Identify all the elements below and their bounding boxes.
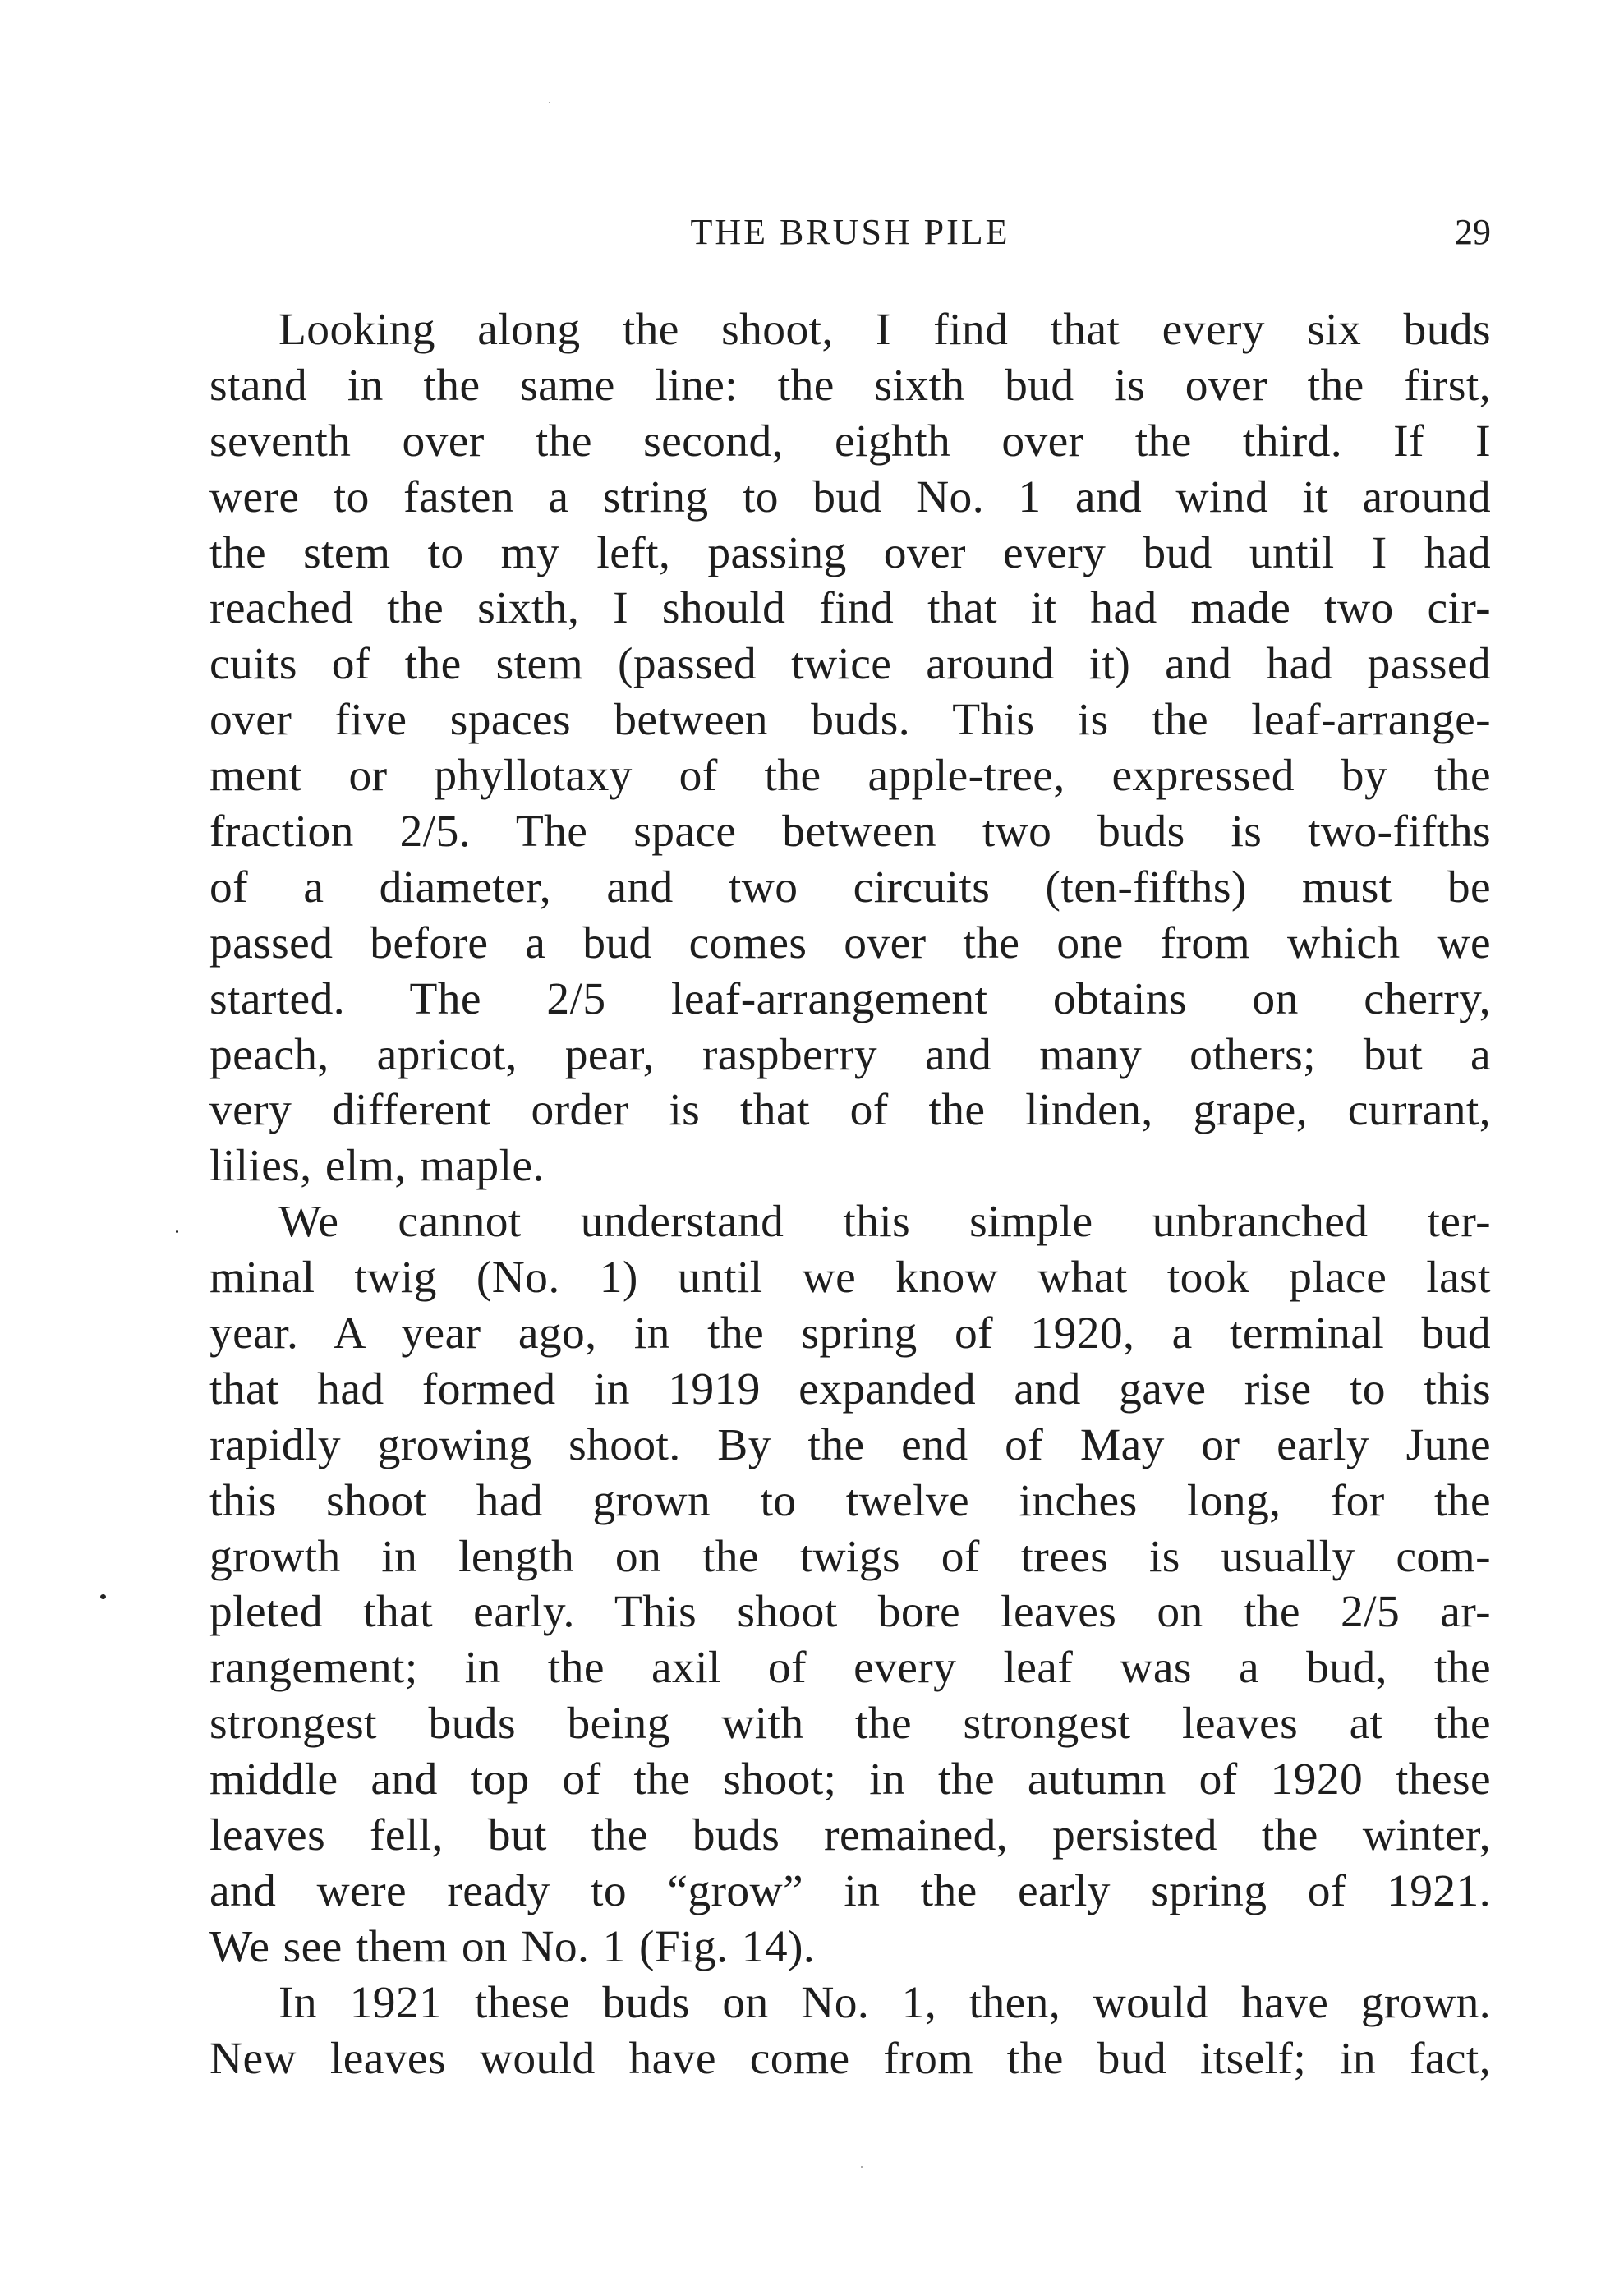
page-number: 29 — [1455, 212, 1491, 252]
text-line: rapidly growing shoot. By the end of May or early June — [209, 1419, 1491, 1470]
text-line: minal twig (No. 1) until we know what took place last — [209, 1253, 1491, 1304]
text-line: strongest buds being with the strongest leaves at the — [209, 1699, 1491, 1750]
text-line: very different order is that of the linden, grape, currant, — [209, 1085, 1491, 1136]
text-line: the stem to my left, passing over every bud until I had — [209, 527, 1491, 578]
text-line: stand in the same line: the sixth bud is over the first, — [209, 360, 1491, 411]
text-line: reached the sixth, I should find that it had made two cir- — [209, 583, 1491, 634]
text-line: fraction 2/5. The space between two buds is two-fifths — [209, 807, 1491, 858]
text-line: leaves fell, but the buds remained, persisted the winter, — [209, 1810, 1491, 1861]
text-line: were to fasten a string to bud No. 1 and wind it around — [209, 471, 1491, 522]
text-line: started. The 2/5 leaf-arrangement obtains on cherry, — [209, 973, 1491, 1024]
text-line: seventh over the second, eighth over the third. If I — [209, 416, 1491, 467]
text-line: passed before a bud comes over the one from which we — [209, 917, 1491, 968]
text-line: peach, apricot, pear, raspberry and many others; but a — [209, 1029, 1491, 1080]
text-line: We see them on No. 1 (Fig. 14). — [209, 1921, 816, 1972]
text-line: cuits of the stem (passed twice around it) and had passed — [209, 639, 1491, 690]
running-head — [209, 204, 1491, 261]
ink-speck — [549, 102, 550, 103]
paragraph-terminal-twig — [209, 1194, 1491, 1975]
text-line: this shoot had grown to twelve inches long, for the — [209, 1475, 1491, 1526]
text-line: of a diameter, and two circuits (ten-fifths) must be — [209, 862, 1491, 913]
text-line: growth in length on the twigs of trees is usually com- — [209, 1531, 1491, 1582]
text-line: New leaves would have come from the bud itself; in fact, — [209, 2033, 1491, 2084]
ink-speck — [100, 1594, 106, 1599]
text-line: year. A year ago, in the spring of 1920, a terminal bud — [209, 1308, 1491, 1359]
text-line: over five spaces between buds. This is the leaf-arrange- — [209, 695, 1491, 746]
text-line: Looking along the shoot, I find that every six buds — [278, 305, 1491, 355]
paragraph-1921-growth — [209, 1975, 1491, 2087]
text-line: In 1921 these buds on No. 1, then, would have grown. — [278, 1977, 1491, 2028]
running-title: THE BRUSH PILE — [690, 212, 1010, 252]
text-line: pleted that early. This shoot bore leaves on the 2/5 ar- — [209, 1587, 1491, 1638]
body-text — [209, 302, 1491, 2087]
paragraph-phyllotaxy — [209, 302, 1491, 1194]
text-line: middle and top of the shoot; in the autumn of 1920 these — [209, 1754, 1491, 1805]
text-line: and were ready to “grow” in the early spring of 1921. — [209, 1865, 1491, 1916]
text-line: rangement; in the axil of every leaf was a bud, the — [209, 1643, 1491, 1694]
text-line: that had formed in 1919 expanded and gave rise to this — [209, 1364, 1491, 1414]
text-line: ment or phyllotaxy of the apple-tree, expressed by the — [209, 751, 1491, 802]
ink-speck — [861, 2166, 863, 2168]
text-line: lilies, elm, maple. — [209, 1141, 545, 1192]
ink-speck — [176, 1230, 178, 1233]
text-line: We cannot understand this simple unbranched ter- — [278, 1197, 1491, 1248]
